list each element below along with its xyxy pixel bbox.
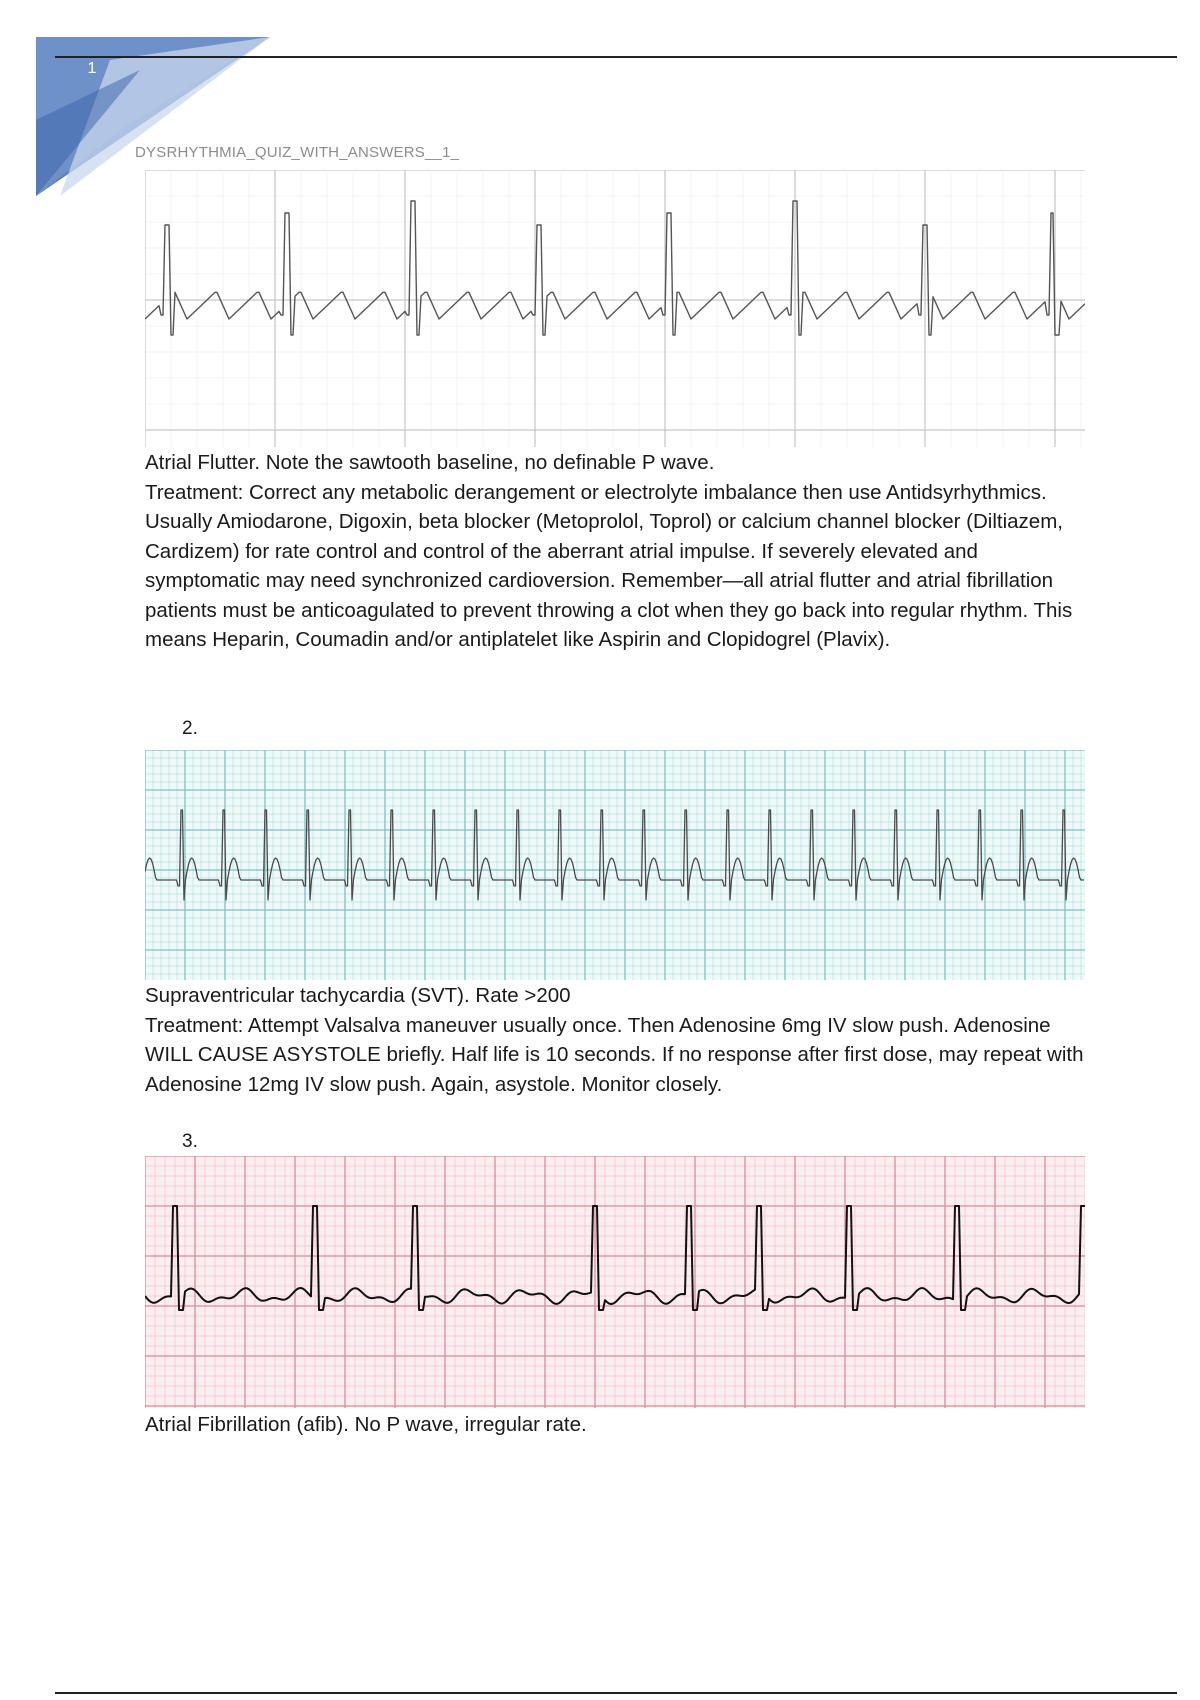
ecg-trace (145, 810, 1084, 900)
item-1-text (145, 448, 1085, 655)
ecg-trace (145, 201, 1085, 335)
page-number: 1 (87, 60, 97, 77)
item-2-treatment: Treatment: Attempt Valsalva maneuver usually once. Then Adenosine 6mg IV slow push. Adenosine WILL CAUSE ASYSTOLE briefly. Half life is 10 seconds. If no response after first dose, may repeat with Adenosine 12mg IV slow push. Again, asystole. Monitor closely. (145, 1013, 1084, 1096)
ecg-grid (145, 1156, 1085, 1408)
ecg-strip-atrial-fibrillation (145, 1156, 1085, 1408)
header-rule (55, 56, 1177, 58)
item-3-text (145, 1410, 1085, 1440)
ecg-strip-svt (145, 750, 1085, 980)
item-1-treatment: Treatment: Correct any metabolic derangement or electrolyte imbalance then use Antidsyrhythmics. Usually Amiodarone, Digoxin, beta blocker (Metoprolol, Toprol) or calcium channel blocker (Diltiazem, Cardizem) for rate control and control of the aberrant atrial impulse. If severely elevated and symptomatic may need synchronized cardioversion. Remember—all atrial flutter and atrial fibrillation patients must be anticoagulated to prevent throwing a clot when they go back into regular rhythm. This means Heparin, Coumadin and/or antiplatelet like Aspirin and Clopidogrel (Plavix). (145, 480, 1073, 651)
ecg-strip-atrial-flutter (145, 170, 1085, 447)
ecg-grid (145, 170, 1085, 447)
footer-rule (55, 1692, 1177, 1694)
document-header: DYSRHYTHMIA_QUIZ_WITH_ANSWERS__1_ (135, 144, 460, 161)
item-1-diagnosis: Atrial Flutter. Note the sawtooth baseline, no definable P wave. (145, 451, 715, 474)
item-3-diagnosis: Atrial Fibrillation (afib). No P wave, irregular rate. (145, 1413, 587, 1436)
item-3-number: 3. (182, 1131, 198, 1152)
item-2-number: 2. (182, 718, 198, 739)
item-2-text (145, 981, 1085, 1099)
item-2-diagnosis: Supraventricular tachycardia (SVT). Rate >200 (145, 984, 571, 1007)
ecg-grid (145, 170, 1085, 447)
